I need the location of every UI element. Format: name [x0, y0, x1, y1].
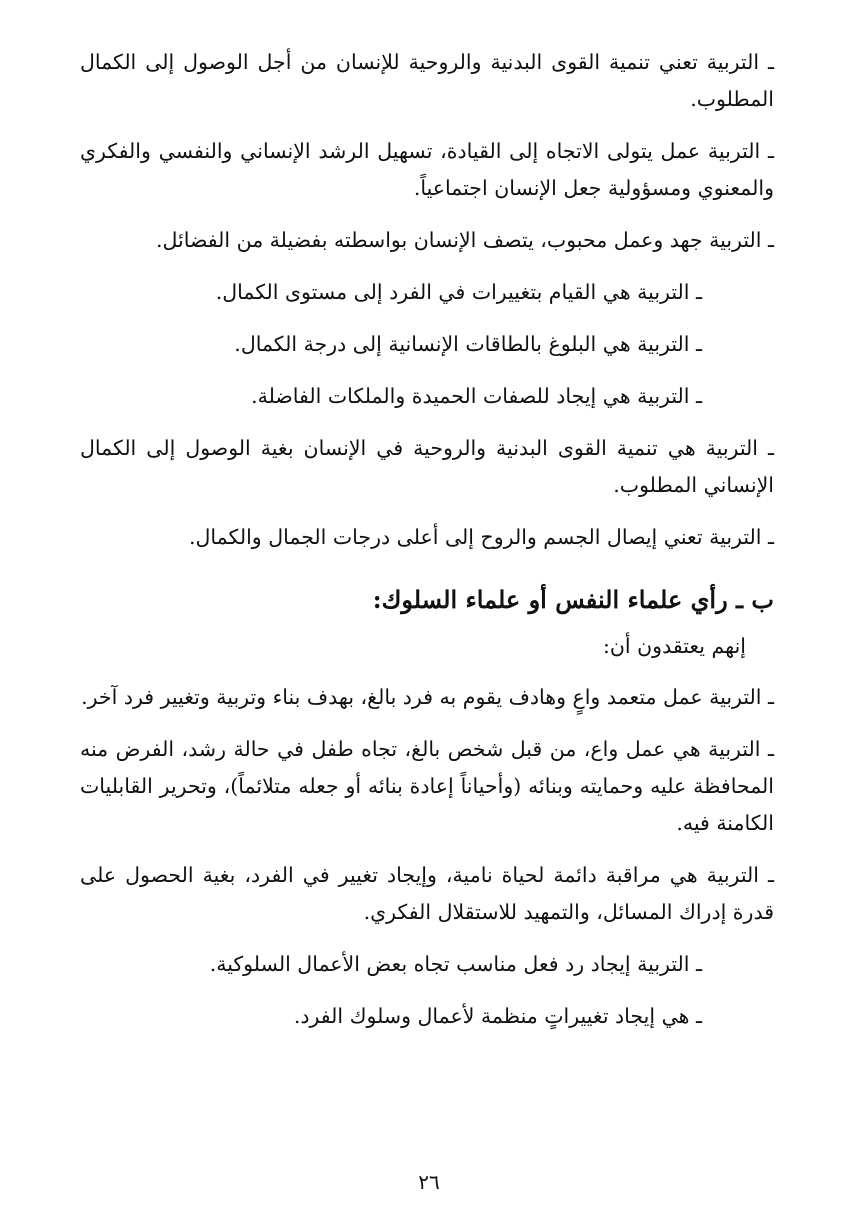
paragraph: ـ التربية تعني إيصال الجسم والروح إلى أعلى درجات الجمال والكمال.	[189, 525, 774, 549]
page-number: ٢٦	[418, 1170, 440, 1194]
paragraph: ـ التربية هي إيجاد للصفات الحميدة والملكات الفاضلة.	[251, 384, 702, 408]
section-heading: ب ـ رأي علماء النفس أو علماء السلوك:	[372, 585, 774, 614]
paragraph: ـ التربية هي مراقبة دائمة لحياة نامية، وإيجاد تغيير في الفرد، بغية الحصول على قدرة إدراك المسائل، والتمهيد للاستقلال الفكري.	[80, 863, 774, 924]
paragraph: ـ التربية عمل متعمد واعٍ وهادف يقوم به فرد بالغ، بهدف بناء وتربية وتغيير فرد آخر.	[81, 685, 774, 709]
paragraph: ـ التربية هي القيام بتغييرات في الفرد إلى مستوى الكمال.	[215, 280, 702, 304]
paragraph: ـ التربية عمل يتولى الاتجاه إلى القيادة، تسهيل الرشد الإنساني والنفسي والفكري والمعنوي ومسؤولية جعل الإنسان اجتماعياً.	[80, 139, 774, 200]
page-body	[80, 44, 774, 1050]
paragraph: ـ التربية تعني تنمية القوى البدنية والروحية للإنسان من أجل الوصول إلى الكمال المطلوب.	[80, 50, 774, 111]
paragraph: ـ التربية إيجاد رد فعل مناسب تجاه بعض الأعمال السلوكية.	[209, 952, 702, 976]
paragraph: ـ التربية هي عمل واع، من قبل شخص بالغ، تجاه طفل في حالة رشد، الفرض منه المحافظة عليه وحمايته وبنائه (وأحياناً إعادة بنائه أو جعله متلائماً)، وتحرير القابليات الكامنة فيه.	[80, 737, 774, 835]
paragraph: ـ التربية هي البلوغ بالطاقات الإنسانية إلى درجة الكمال.	[234, 332, 702, 356]
paragraph: ـ التربية جهد وعمل محبوب، يتصف الإنسان بواسطته بفضيلة من الفضائل.	[155, 228, 774, 252]
paragraph: ـ هي إيجاد تغييراتٍ منظمة لأعمال وسلوك الفرد.	[293, 1004, 702, 1028]
paragraph: ـ التربية هي تنمية القوى البدنية والروحية في الإنسان بغية الوصول إلى الكمال الإنساني المطلوب.	[80, 436, 774, 497]
section-intro: إنهم يعتقدون أن:	[602, 634, 746, 658]
